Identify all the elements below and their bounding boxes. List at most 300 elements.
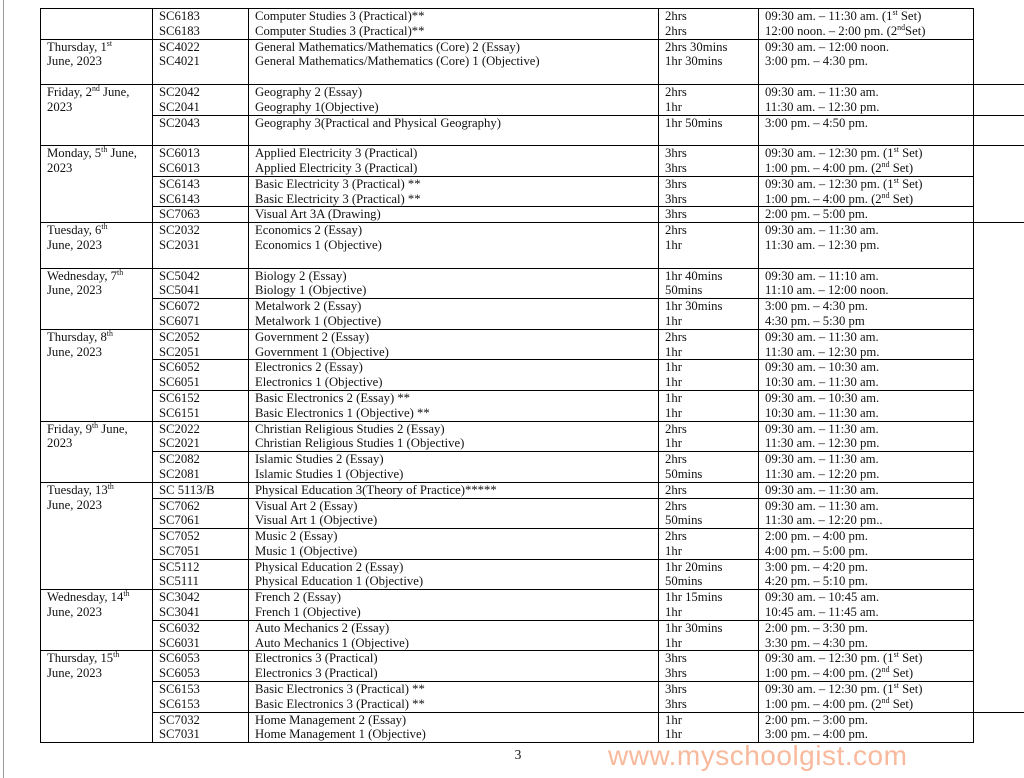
- cell-line: June, 2023: [47, 497, 102, 512]
- cell-line: Islamic Studies 2 (Essay): [255, 452, 384, 467]
- cell-line: SC7052: [159, 529, 200, 544]
- cell-line: SC6183: [159, 23, 200, 38]
- cell-line: Music 1 (Objective): [255, 543, 358, 558]
- cell-line: 2hrs: [665, 452, 687, 467]
- duration-cell: [659, 176, 759, 207]
- cell-line: Physical Education 3(Theory of Practice)*****: [255, 482, 497, 497]
- subject-name-cell: [249, 390, 659, 421]
- duration-cell: [659, 329, 759, 360]
- cell-line: 09:30 am. – 12:30 pm. (1st Set): [765, 650, 923, 666]
- cell-line: 1hr: [665, 727, 682, 742]
- subject-code-cell: [153, 590, 249, 621]
- cell-line: SC6143: [159, 176, 200, 191]
- cell-line: Electronics 2 (Essay): [255, 360, 363, 375]
- duration-cell: [659, 9, 759, 40]
- cell-line: 1hr: [665, 543, 682, 558]
- cell-line: 1hr: [665, 390, 682, 405]
- cell-line: 1hr: [665, 237, 682, 252]
- cell-line: 1:00 pm. – 4:00 pm. (2nd Set): [765, 190, 914, 206]
- cell-line: Government 2 (Essay): [255, 329, 370, 344]
- duration-cell: [659, 452, 759, 483]
- date-cell: [41, 268, 153, 329]
- cell-line: 1hr: [665, 99, 682, 114]
- duration-cell: [659, 421, 759, 452]
- subject-code-cell: [153, 84, 249, 115]
- timetable-row: [41, 421, 1024, 452]
- subject-code-cell: [153, 712, 249, 743]
- timetable-row: [41, 39, 1024, 84]
- time-cell: [759, 390, 974, 421]
- cell-line: 4:30 pm. – 5:30 pm: [765, 313, 865, 328]
- subject-name-cell: [249, 651, 659, 682]
- cell-line: SC6053: [159, 651, 200, 666]
- cell-line: 3hrs: [665, 207, 687, 222]
- subject-name-cell: [249, 529, 659, 560]
- cell-line: Auto Mechanics 2 (Essay): [255, 620, 390, 635]
- cell-line: 1hr: [665, 436, 682, 451]
- cell-line: SC6013: [159, 160, 200, 175]
- cell-line: 11:30 am. – 12:30 pm.: [765, 344, 880, 359]
- timetable-row: [41, 176, 1024, 207]
- cell-line: SC7061: [159, 513, 200, 528]
- subject-name-cell: [249, 299, 659, 330]
- cell-line: 12:00 noon. – 2:00 pm. (2ndSet): [765, 22, 926, 38]
- date-cell: [41, 421, 153, 482]
- cell-line: Basic Electronics 2 (Essay) **: [255, 390, 411, 405]
- timetable-row: [41, 712, 1024, 743]
- cell-line: SC6013: [159, 146, 200, 161]
- subject-name-cell: [249, 176, 659, 207]
- cell-line: Physical Education 1 (Objective): [255, 574, 424, 589]
- subject-name-cell: [249, 682, 659, 713]
- cell-line: SC2051: [159, 344, 200, 359]
- cell-line: Home Management 2 (Essay): [255, 712, 407, 727]
- cell-line: June, 2023: [47, 283, 102, 298]
- cell-line: SC5042: [159, 268, 200, 283]
- subject-code-cell: [153, 482, 249, 498]
- date-cell: [41, 223, 153, 268]
- cell-line: SC2032: [159, 223, 200, 238]
- cell-line: Visual Art 3A (Drawing): [255, 207, 381, 222]
- cell-line: SC2041: [159, 99, 200, 114]
- cell-line: SC6052: [159, 360, 200, 375]
- watermark-text: www.myschoolgist.com: [608, 740, 908, 771]
- cell-line: 09:30 am. – 11:30 am.: [765, 452, 879, 467]
- cell-line: Music 2 (Essay): [255, 529, 338, 544]
- cell-line: 3hrs: [665, 682, 687, 697]
- cell-line: 2:00 pm. – 5:00 pm.: [765, 207, 868, 222]
- cell-line: 09:30 am. – 12:00 noon.: [765, 39, 890, 54]
- cell-line: Friday, 2nd June,: [47, 84, 130, 99]
- cell-line: Geography 2 (Essay): [255, 84, 363, 99]
- cell-line: SC2031: [159, 237, 200, 252]
- date-cell: [41, 39, 153, 84]
- cell-line: Metalwork 1 (Objective): [255, 313, 382, 328]
- cell-line: 1hr 20mins: [665, 559, 723, 574]
- cell-line: 1hr: [665, 360, 682, 375]
- cell-line: Thursday, 15th: [47, 650, 120, 666]
- cell-line: 2023: [47, 436, 73, 451]
- continuation-column-cell: [974, 146, 1024, 223]
- subject-name-cell: [249, 146, 659, 177]
- duration-cell: [659, 482, 759, 498]
- time-cell: [759, 115, 974, 146]
- cell-line: 1hr: [665, 375, 682, 390]
- cell-line: Thursday, 8th: [47, 329, 113, 344]
- cell-line: Visual Art 1 (Objective): [255, 513, 378, 528]
- time-cell: [759, 146, 974, 177]
- cell-line: Computer Studies 3 (Practical)**: [255, 23, 425, 38]
- cell-line: 09:30 am. – 11:30 am.: [765, 223, 879, 238]
- time-cell: [759, 207, 974, 223]
- date-cell: [41, 590, 153, 651]
- cell-line: 3:00 pm. – 4:50 pm.: [765, 115, 868, 130]
- cell-line: Biology 2 (Essay): [255, 268, 347, 283]
- cell-line: 09:30 am. – 11:30 am.: [765, 498, 879, 513]
- cell-line: SC7062: [159, 498, 200, 513]
- time-cell: [759, 360, 974, 391]
- subject-name-cell: [249, 84, 659, 115]
- cell-line: SC6151: [159, 405, 200, 420]
- cell-line: 2hrs: [665, 23, 687, 38]
- subject-code-cell: [153, 360, 249, 391]
- cell-line: 2hrs: [665, 529, 687, 544]
- subject-code-cell: [153, 529, 249, 560]
- cell-line: 1:00 pm. – 4:00 pm. (2nd Set): [765, 695, 914, 711]
- cell-line: 09:30 am. – 11:30 am.: [765, 84, 879, 99]
- cell-line: 3hrs: [665, 696, 687, 711]
- subject-name-cell: [249, 268, 659, 299]
- duration-cell: [659, 620, 759, 651]
- cell-line: 09:30 am. – 10:30 am.: [765, 390, 880, 405]
- cell-line: SC2052: [159, 329, 200, 344]
- subject-name-cell: [249, 329, 659, 360]
- subject-name-cell: [249, 712, 659, 743]
- cell-line: 3:00 pm. – 4:00 pm.: [765, 727, 868, 742]
- duration-cell: [659, 360, 759, 391]
- timetable-row: [41, 390, 1024, 421]
- cell-line: 2hrs 30mins: [665, 39, 728, 54]
- cell-line: SC6032: [159, 620, 200, 635]
- cell-line: Biology 1 (Objective): [255, 283, 367, 298]
- cell-line: SC6072: [159, 299, 200, 314]
- cell-line: Christian Religious Studies 2 (Essay): [255, 421, 445, 436]
- cell-line: 09:30 am. – 12:30 pm. (1st Set): [765, 145, 923, 161]
- cell-line: Wednesday, 14th: [47, 589, 130, 605]
- timetable-row: [41, 115, 1024, 146]
- cell-line: 11:30 am. – 12:30 pm.: [765, 99, 880, 114]
- cell-line: SC7051: [159, 543, 200, 558]
- subject-name-cell: [249, 620, 659, 651]
- cell-line: SC6152: [159, 390, 200, 405]
- page-number: 3: [514, 747, 522, 762]
- cell-line: Friday, 9th June,: [47, 421, 128, 436]
- subject-code-cell: [153, 39, 249, 84]
- cell-line: 1hr 40mins: [665, 268, 723, 283]
- cell-line: 10:45 am. – 11:45 am.: [765, 605, 879, 620]
- timetable-row: [41, 268, 1024, 299]
- cell-line: 4:00 pm. – 5:00 pm.: [765, 543, 868, 558]
- cell-line: 11:10 am. – 12:00 noon.: [765, 283, 889, 298]
- subject-code-cell: [153, 452, 249, 483]
- cell-line: SC2021: [159, 436, 200, 451]
- subject-code-cell: [153, 115, 249, 146]
- time-cell: [759, 9, 974, 40]
- cell-line: SC7032: [159, 712, 200, 727]
- cell-line: French 1 (Objective): [255, 605, 361, 620]
- cell-line: SC7031: [159, 727, 200, 742]
- cell-line: SC4022: [159, 39, 200, 54]
- time-cell: [759, 498, 974, 529]
- cell-line: 2hrs: [665, 223, 687, 238]
- subject-code-cell: [153, 620, 249, 651]
- cell-line: June, 2023: [47, 344, 102, 359]
- cell-line: 09:30 am. – 11:30 am.: [765, 421, 879, 436]
- timetable-row: [41, 329, 1024, 360]
- cell-line: 3hrs: [665, 160, 687, 175]
- continuation-column-cell: [974, 223, 1024, 713]
- cell-line: Economics 2 (Essay): [255, 223, 363, 238]
- cell-line: 3hrs: [665, 651, 687, 666]
- page-edge-line: [3, 0, 4, 778]
- cell-line: 11:30 am. – 12:20 pm.: [765, 466, 880, 481]
- cell-line: SC6143: [159, 191, 200, 206]
- cell-line: Home Management 1 (Objective): [255, 727, 426, 742]
- cell-line: Economics 1 (Objective): [255, 237, 382, 252]
- cell-line: 1hr 30mins: [665, 299, 723, 314]
- duration-cell: [659, 390, 759, 421]
- subject-name-cell: [249, 452, 659, 483]
- cell-line: 10:30 am. – 11:30 am.: [765, 405, 879, 420]
- timetable-row: [41, 651, 1024, 682]
- duration-cell: [659, 223, 759, 268]
- continuation-column-cell: [974, 9, 1024, 85]
- cell-line: 2hrs: [665, 421, 687, 436]
- cell-line: Government 1 (Objective): [255, 344, 389, 359]
- cell-line: 3hrs: [665, 666, 687, 681]
- subject-code-cell: [153, 329, 249, 360]
- timetable-row: [41, 146, 1024, 177]
- continuation-column-cell: [974, 84, 1024, 115]
- cell-line: SC6031: [159, 635, 200, 650]
- timetable-row: [41, 299, 1024, 330]
- cell-line: Basic Electricity 3 (Practical) **: [255, 191, 421, 206]
- cell-line: Basic Electronics 3 (Practical) **: [255, 696, 425, 711]
- duration-cell: [659, 146, 759, 177]
- date-cell: [41, 651, 153, 743]
- timetable-row: [41, 360, 1024, 391]
- cell-line: Visual Art 2 (Essay): [255, 498, 358, 513]
- time-cell: [759, 682, 974, 713]
- cell-line: 09:30 am. – 10:30 am.: [765, 360, 880, 375]
- cell-line: 3hrs: [665, 146, 687, 161]
- duration-cell: [659, 84, 759, 115]
- exam-timetable-table: [40, 8, 1024, 743]
- duration-cell: [659, 268, 759, 299]
- cell-line: 4:20 pm. – 5:10 pm.: [765, 574, 868, 589]
- cell-line: Applied Electricity 3 (Practical): [255, 146, 418, 161]
- cell-line: SC6051: [159, 375, 200, 390]
- cell-line: Tuesday, 13th: [47, 482, 114, 497]
- cell-line: June, 2023: [47, 54, 102, 69]
- subject-code-cell: [153, 176, 249, 207]
- cell-line: SC2082: [159, 452, 200, 467]
- cell-line: 11:30 am. – 12:20 pm..: [765, 513, 883, 528]
- cell-line: Geography 1(Objective): [255, 99, 379, 114]
- duration-cell: [659, 39, 759, 84]
- cell-line: 3hrs: [665, 191, 687, 206]
- cell-line: 1hr 15mins: [665, 590, 723, 605]
- cell-line: 09:30 am. – 12:30 pm. (1st Set): [765, 176, 923, 191]
- time-cell: [759, 590, 974, 621]
- cell-line: SC6183: [159, 9, 200, 23]
- cell-line: Metalwork 2 (Essay): [255, 299, 362, 314]
- cell-line: Islamic Studies 1 (Objective): [255, 466, 404, 481]
- cell-line: SC5112: [159, 559, 200, 574]
- time-cell: [759, 559, 974, 590]
- duration-cell: [659, 712, 759, 743]
- cell-line: 2hrs: [665, 482, 687, 497]
- timetable-row: [41, 84, 1024, 115]
- cell-line: 3:30 pm. – 4:30 pm.: [765, 635, 868, 650]
- subject-code-cell: [153, 146, 249, 177]
- cell-line: 50mins: [665, 466, 703, 481]
- cell-line: Geography 3(Practical and Physical Geography): [255, 115, 501, 130]
- cell-line: Auto Mechanics 1 (Objective): [255, 635, 409, 650]
- cell-line: 11:30 am. – 12:30 pm.: [765, 436, 880, 451]
- subject-code-cell: [153, 421, 249, 452]
- cell-line: 1hr 30mins: [665, 620, 723, 635]
- timetable-row: [41, 223, 1024, 268]
- cell-line: 2:00 pm. – 4:00 pm.: [765, 529, 868, 544]
- cell-line: French 2 (Essay): [255, 590, 341, 605]
- cell-line: SC3041: [159, 605, 200, 620]
- cell-line: 1hr: [665, 313, 682, 328]
- cell-line: 2hrs: [665, 329, 687, 344]
- cell-line: SC6071: [159, 313, 200, 328]
- timetable-row: [41, 620, 1024, 651]
- timetable-row: [41, 529, 1024, 560]
- cell-line: SC2042: [159, 84, 200, 99]
- cell-line: SC7063: [159, 207, 200, 222]
- subject-code-cell: [153, 682, 249, 713]
- cell-line: Monday, 5th June,: [47, 145, 137, 161]
- cell-line: 2hrs: [665, 498, 687, 513]
- subject-name-cell: [249, 39, 659, 84]
- cell-line: 3:00 pm. – 4:30 pm.: [765, 54, 868, 69]
- cell-line: 09:30 am. – 12:30 pm. (1st Set): [765, 681, 923, 697]
- date-cell: [41, 84, 153, 145]
- subject-name-cell: [249, 498, 659, 529]
- timetable-row: [41, 452, 1024, 483]
- cell-line: 1hr 50mins: [665, 115, 723, 130]
- cell-line: June, 2023: [47, 237, 102, 252]
- exam-timetable-body: [41, 9, 1024, 743]
- cell-line: 1hr: [665, 635, 682, 650]
- duration-cell: [659, 559, 759, 590]
- cell-line: Electronics 3 (Practical): [255, 666, 378, 681]
- cell-line: General Mathematics/Mathematics (Core) 1 (Objective): [255, 54, 540, 69]
- timetable-row: [41, 498, 1024, 529]
- cell-line: Wednesday, 7th: [47, 268, 124, 283]
- cell-line: SC3042: [159, 590, 200, 605]
- subject-code-cell: [153, 207, 249, 223]
- time-cell: [759, 176, 974, 207]
- timetable-row: [41, 590, 1024, 621]
- subject-code-cell: [153, 299, 249, 330]
- cell-line: Applied Electricity 3 (Practical): [255, 160, 418, 175]
- cell-line: SC2081: [159, 466, 200, 481]
- duration-cell: [659, 115, 759, 146]
- cell-line: Basic Electricity 3 (Practical) **: [255, 176, 421, 191]
- cell-line: 1hr: [665, 405, 682, 420]
- cell-line: General Mathematics/Mathematics (Core) 2 (Essay): [255, 39, 520, 54]
- cell-line: 50mins: [665, 283, 703, 298]
- cell-line: 3hrs: [665, 176, 687, 191]
- cell-line: 1:00 pm. – 4:00 pm. (2nd Set): [765, 665, 914, 681]
- timetable-row: [41, 559, 1024, 590]
- cell-line: SC2022: [159, 421, 200, 436]
- subject-code-cell: [153, 390, 249, 421]
- subject-code-cell: [153, 651, 249, 682]
- cell-line: SC6053: [159, 666, 200, 681]
- cell-line: SC4021: [159, 54, 200, 69]
- duration-cell: [659, 299, 759, 330]
- cell-line: 1:00 pm. – 4:00 pm. (2nd Set): [765, 159, 914, 175]
- cell-line: 2hrs: [665, 9, 687, 23]
- cell-line: 3:00 pm. – 4:30 pm.: [765, 299, 868, 314]
- subject-code-cell: [153, 223, 249, 268]
- time-cell: [759, 529, 974, 560]
- cell-line: SC5111: [159, 574, 199, 589]
- duration-cell: [659, 498, 759, 529]
- cell-line: 2023: [47, 99, 73, 114]
- cell-line: 1hr: [665, 605, 682, 620]
- time-cell: [759, 421, 974, 452]
- time-cell: [759, 268, 974, 299]
- cell-line: 1hr 30mins: [665, 54, 723, 69]
- timetable-row: [41, 682, 1024, 713]
- cell-line: 50mins: [665, 513, 703, 528]
- cell-line: Tuesday, 6th: [47, 222, 108, 238]
- subject-name-cell: [249, 482, 659, 498]
- cell-line: SC6153: [159, 682, 200, 697]
- cell-line: 50mins: [665, 574, 703, 589]
- cell-line: Computer Studies 3 (Practical)**: [255, 9, 425, 23]
- cell-line: Electronics 3 (Practical): [255, 651, 378, 666]
- cell-line: 2:00 pm. – 3:00 pm.: [765, 712, 868, 727]
- cell-line: SC6153: [159, 696, 200, 711]
- cell-line: 09:30 am. – 11:30 am.: [765, 482, 879, 497]
- duration-cell: [659, 651, 759, 682]
- time-cell: [759, 299, 974, 330]
- cell-line: 1hr: [665, 344, 682, 359]
- cell-line: 10:30 am. – 11:30 am.: [765, 375, 879, 390]
- timetable-row: [41, 9, 1024, 40]
- time-cell: [759, 482, 974, 498]
- time-cell: [759, 223, 974, 268]
- cell-line: 09:30 am. – 11:10 am.: [765, 268, 879, 283]
- duration-cell: [659, 590, 759, 621]
- cell-line: Basic Electronics 1 (Objective) **: [255, 405, 430, 420]
- subject-name-cell: [249, 115, 659, 146]
- subject-name-cell: [249, 360, 659, 391]
- cell-line: SC 5113/B: [159, 482, 215, 497]
- cell-line: SC2043: [159, 115, 200, 130]
- duration-cell: [659, 529, 759, 560]
- cell-line: Christian Religious Studies 1 (Objective): [255, 436, 465, 451]
- timetable-row: [41, 482, 1024, 498]
